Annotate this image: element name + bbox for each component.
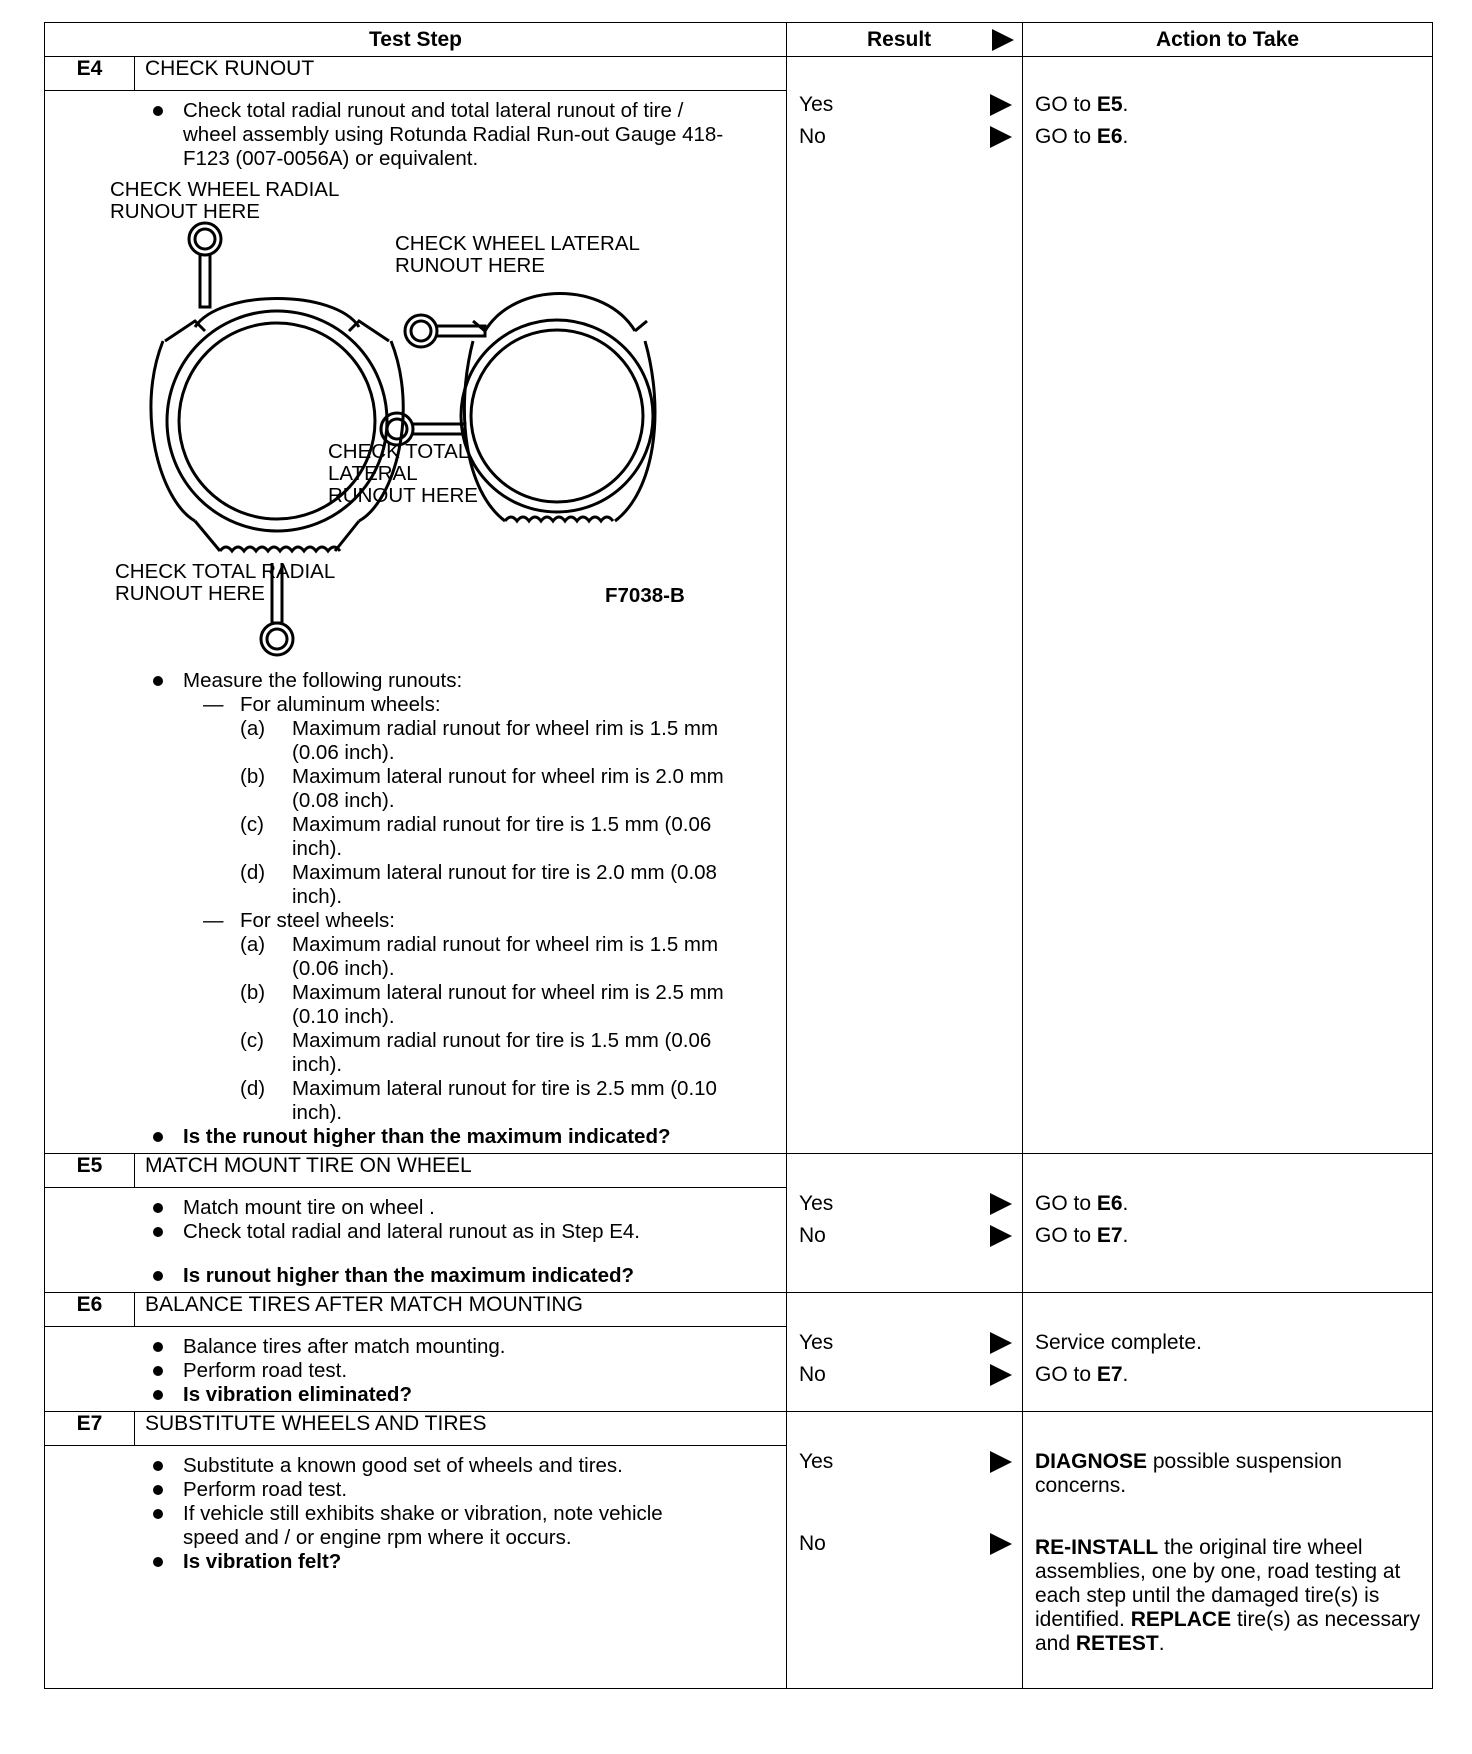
action-cell xyxy=(1023,57,1433,1154)
action-text: GO to xyxy=(1035,93,1097,116)
diagnostic-table-sheet xyxy=(44,22,1432,1689)
step-id: E5 xyxy=(45,1154,135,1188)
action-yes xyxy=(1035,1327,1424,1359)
result-no xyxy=(787,1220,1022,1252)
sub-text: Maximum lateral runout for tire is 2.0 mm (0.08 inch). xyxy=(292,861,717,908)
figure-label: CHECK WHEEL RADIAL RUNOUT HERE xyxy=(110,178,340,223)
result-no xyxy=(787,121,1022,153)
figure-label: CHECK WHEEL LATERAL RUNOUT HERE xyxy=(395,232,640,277)
result-yes xyxy=(787,1188,1022,1220)
dash-item: — For aluminum wheels: xyxy=(55,693,776,717)
action-step-ref: E6 xyxy=(1096,125,1123,148)
action-text: . xyxy=(1122,1192,1129,1215)
sub-text: Maximum radial runout for tire is 1.5 mm (0.06 inch). xyxy=(292,1029,712,1076)
question-item: Is vibration eliminated? xyxy=(55,1383,776,1407)
sub-label: (c) xyxy=(240,1029,264,1052)
bullet-item: Perform road test. xyxy=(55,1478,776,1502)
result-no xyxy=(787,1359,1022,1391)
action-keyword: DIAGNOSE xyxy=(1035,1450,1148,1473)
action-yes xyxy=(1035,1450,1424,1498)
bullet-item: Perform road test. xyxy=(55,1359,776,1383)
action-text: GO to xyxy=(1035,125,1097,148)
action-text: . xyxy=(1122,1224,1129,1247)
arrow-right-icon xyxy=(990,1332,1012,1354)
arrow-right-icon xyxy=(990,1533,1012,1555)
result-cell xyxy=(787,1154,1023,1293)
result-cell xyxy=(787,1293,1023,1412)
diagnostic-table xyxy=(44,22,1433,1689)
arrow-right-icon xyxy=(990,1193,1012,1215)
sub-text: Maximum radial runout for wheel rim is 1.5 mm (0.06 inch). xyxy=(292,717,719,764)
step-id: E6 xyxy=(45,1293,135,1327)
result-label: No xyxy=(799,1532,826,1555)
bullet-item: Measure the following runouts: xyxy=(55,669,776,693)
action-yes xyxy=(1035,89,1424,121)
step-content xyxy=(45,91,787,1154)
sub-text: Maximum lateral runout for wheel rim is 2.5 mm (0.10 inch). xyxy=(292,981,724,1028)
sub-label: (b) xyxy=(240,765,266,788)
action-text: . xyxy=(1158,1632,1165,1655)
sub-label: (a) xyxy=(240,933,266,956)
action-keyword: RE-INSTALL xyxy=(1035,1536,1159,1559)
table-header-row xyxy=(45,23,1433,57)
action-no xyxy=(1035,1220,1424,1252)
action-no xyxy=(1035,1359,1424,1391)
sub-label: (d) xyxy=(240,1077,266,1100)
action-text: possible suspension concerns. xyxy=(1035,1450,1342,1497)
action-text: GO to xyxy=(1035,1224,1097,1247)
sub-text: Maximum radial runout for wheel rim is 1.5 mm (0.06 inch). xyxy=(292,933,719,980)
step-id: E7 xyxy=(45,1412,135,1446)
sub-label: (c) xyxy=(240,813,264,836)
arrow-right-icon xyxy=(990,1225,1012,1247)
bullet-item: Match mount tire on wheel . xyxy=(55,1196,776,1220)
action-cell xyxy=(1023,1412,1433,1689)
sub-item xyxy=(55,813,776,861)
arrow-right-icon xyxy=(990,1364,1012,1386)
bullet-item: Substitute a known good set of wheels and tires. xyxy=(55,1454,776,1478)
sub-item xyxy=(55,717,776,765)
sub-label: (b) xyxy=(240,981,266,1004)
result-label: Yes xyxy=(799,1192,834,1215)
step-e4-header xyxy=(45,57,1433,91)
sub-label: (d) xyxy=(240,861,266,884)
header-action: Action to Take xyxy=(1023,23,1433,57)
question-item: Is vibration felt? xyxy=(55,1550,776,1574)
figure-label: CHECK TOTAL LATERAL RUNOUT HERE xyxy=(328,440,478,507)
arrow-right-icon xyxy=(992,29,1014,51)
header-test-step: Test Step xyxy=(45,23,787,57)
step-content xyxy=(45,1188,787,1293)
question-item: Is the runout higher than the maximum indicated? xyxy=(55,1125,776,1149)
step-title: MATCH MOUNT TIRE ON WHEEL xyxy=(135,1154,787,1188)
action-text: . xyxy=(1122,93,1129,116)
action-text: . xyxy=(1122,125,1129,148)
sub-item xyxy=(55,1029,776,1077)
step-title: SUBSTITUTE WHEELS AND TIRES xyxy=(135,1412,787,1446)
action-text: tire(s) as necessary and xyxy=(1035,1608,1421,1655)
result-label: Yes xyxy=(799,1450,834,1473)
sub-item xyxy=(55,861,776,909)
sub-text: Maximum radial runout for tire is 1.5 mm (0.06 inch). xyxy=(292,813,712,860)
sub-item xyxy=(55,933,776,981)
action-text: GO to xyxy=(1035,1363,1097,1386)
result-yes xyxy=(787,1327,1022,1359)
result-label: No xyxy=(799,125,826,148)
action-text: GO to xyxy=(1035,1192,1097,1215)
action-step-ref: E7 xyxy=(1096,1363,1123,1386)
action-cell xyxy=(1023,1293,1433,1412)
figure-id: F7038-B xyxy=(605,584,685,607)
step-e6-header xyxy=(45,1293,1433,1327)
result-label: No xyxy=(799,1224,826,1247)
result-label: Yes xyxy=(799,1331,834,1354)
result-yes xyxy=(787,89,1022,121)
action-cell xyxy=(1023,1154,1433,1293)
action-no xyxy=(1035,1536,1424,1664)
arrow-right-icon xyxy=(990,94,1012,116)
bullet-item: Check total radial runout and total lateral runout of tire / wheel assembly using Rotunda Radial Run-out Gauge 418-F123 (007-0056A) or equivalent. xyxy=(55,99,776,171)
result-yes xyxy=(787,1446,1022,1478)
sub-item xyxy=(55,765,776,813)
step-content xyxy=(45,1446,787,1689)
action-text: . xyxy=(1122,1363,1129,1386)
sub-label: (a) xyxy=(240,717,266,740)
figure-label: CHECK TOTAL RADIAL RUNOUT HERE xyxy=(115,560,336,605)
step-e5-header xyxy=(45,1154,1433,1188)
sub-text: Maximum lateral runout for tire is 2.5 mm (0.10 inch). xyxy=(292,1077,717,1124)
sub-item xyxy=(55,981,776,1029)
action-no xyxy=(1035,121,1424,153)
action-text: the original tire wheel assemblies, one by one, road testing at each step until the damaged tire(s) is identified. xyxy=(1035,1536,1401,1631)
arrow-right-icon xyxy=(990,1451,1012,1473)
bullet-item: Check total radial and lateral runout as in Step E4. xyxy=(55,1220,776,1244)
step-content xyxy=(45,1327,787,1412)
dash-item: — For steel wheels: xyxy=(55,909,776,933)
result-label: No xyxy=(799,1363,826,1386)
result-no xyxy=(787,1528,1022,1560)
action-keyword: REPLACE xyxy=(1130,1608,1232,1631)
step-title: CHECK RUNOUT xyxy=(135,57,787,91)
action-yes xyxy=(1035,1188,1424,1220)
action-step-ref: E5 xyxy=(1096,93,1123,116)
bullet-item: Balance tires after match mounting. xyxy=(55,1335,776,1359)
action-step-ref: E7 xyxy=(1096,1224,1123,1247)
step-id: E4 xyxy=(45,57,135,91)
action-keyword: RETEST xyxy=(1075,1632,1159,1655)
action-text: Service complete. xyxy=(1035,1331,1202,1354)
step-e7-header xyxy=(45,1412,1433,1446)
result-cell xyxy=(787,57,1023,1154)
header-result xyxy=(787,23,1023,57)
header-result-label: Result xyxy=(867,27,932,51)
question-item: Is runout higher than the maximum indicated? xyxy=(55,1264,776,1288)
arrow-right-icon xyxy=(990,126,1012,148)
bullet-item: If vehicle still exhibits shake or vibration, note vehicle speed and / or engine rpm where it occurs. xyxy=(55,1502,776,1550)
sub-item xyxy=(55,1077,776,1125)
runout-figure xyxy=(45,171,776,669)
sub-text: Maximum lateral runout for wheel rim is 2.0 mm (0.08 inch). xyxy=(292,765,724,812)
action-step-ref: E6 xyxy=(1096,1192,1123,1215)
step-title: BALANCE TIRES AFTER MATCH MOUNTING xyxy=(135,1293,787,1327)
result-label: Yes xyxy=(799,93,834,116)
result-cell xyxy=(787,1412,1023,1689)
